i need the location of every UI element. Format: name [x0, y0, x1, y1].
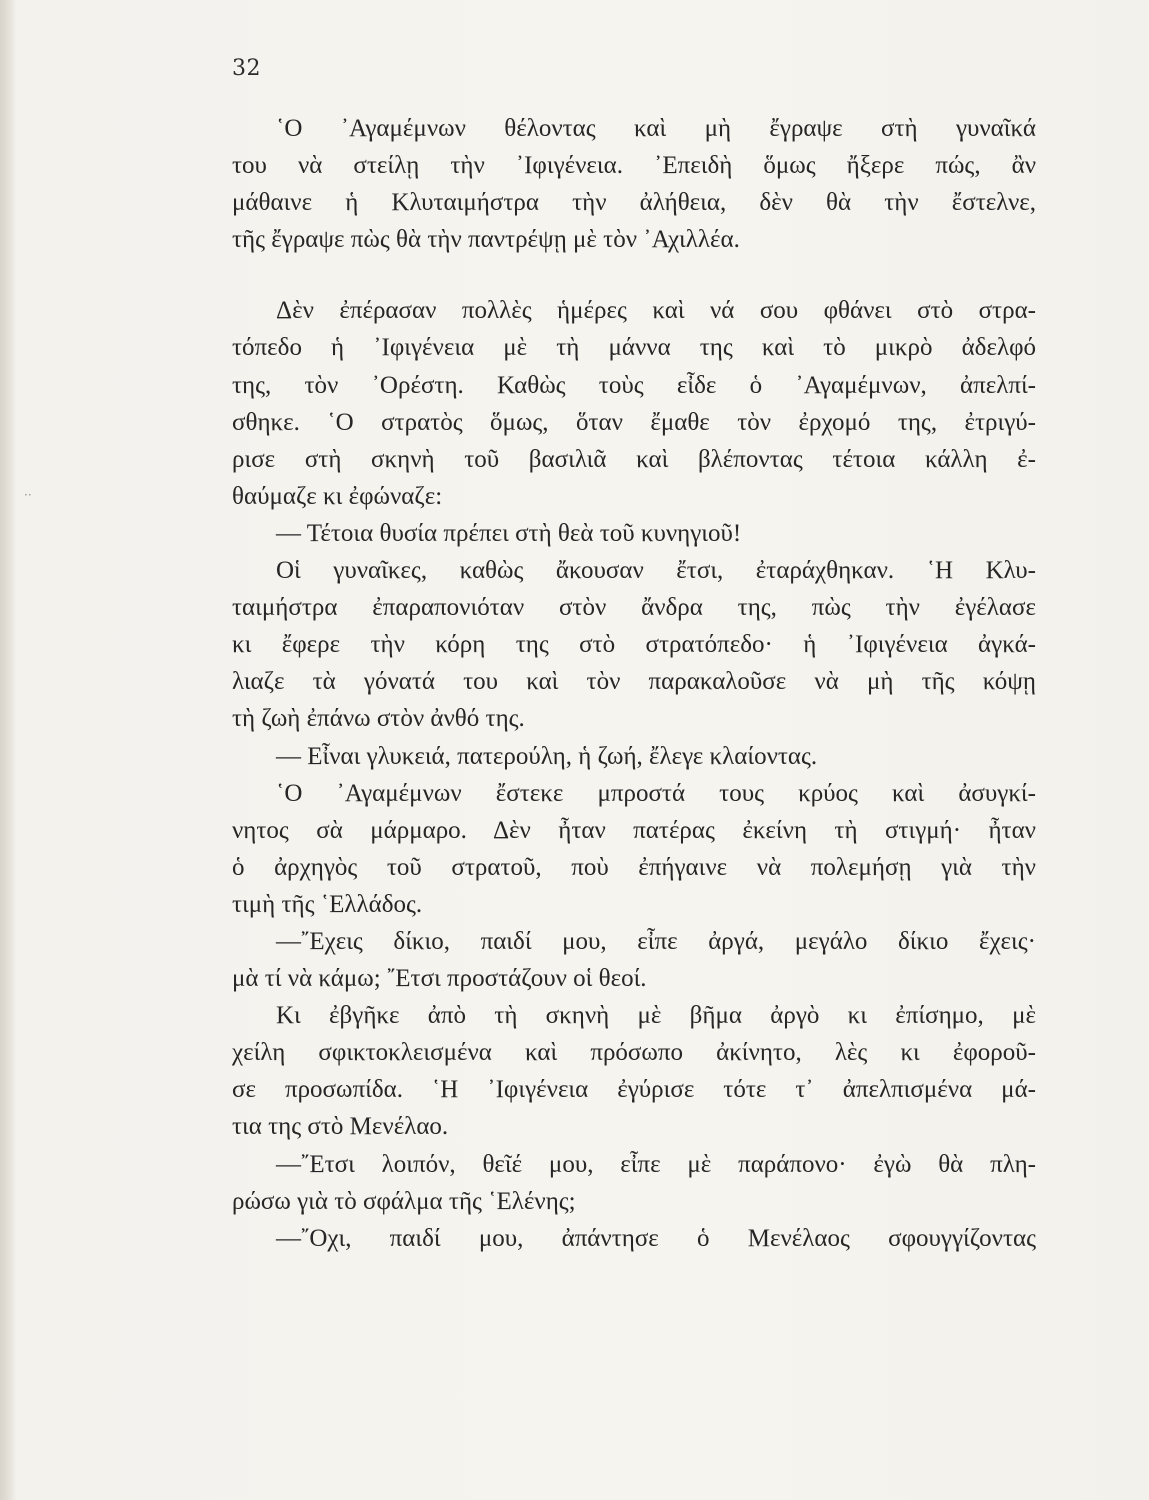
text-line: — Εἶναι γλυκειά, πατερούλη, ἡ ζωή, ἔλεγε κλαίοντας.	[276, 742, 818, 770]
text-line: τιμὴ τῆς ῾Ελλάδος.	[232, 890, 423, 918]
margin-mark: ··	[24, 488, 32, 502]
text-line: τόπεδο ἡ ᾿Ιφιγένεια μὲ τὴ μάννα της καὶ τὸ μικρὸ ἀδελφό	[232, 334, 1036, 362]
text-line: της, τὸν ᾿Ορέστη. Καθὼς τοὺς εἶδε ὁ ᾿Αγαμέμνων, ἀπελπί-	[232, 371, 1036, 399]
text-line: σθηκε. ῾Ο στρατὸς ὅμως, ὅταν ἔμαθε τὸν ἐρχομό της, ἐτριγύ-	[232, 408, 1036, 436]
text-line: χείλη σφικτοκλεισμένα καὶ πρόσωπο ἀκίνητο, λὲς κι ἐφοροῦ-	[232, 1039, 1036, 1067]
text-line: ρισε στὴ σκηνὴ τοῦ βασιλιᾶ καὶ βλέποντας τέτοια κάλλη ἐ-	[232, 445, 1036, 473]
body-text	[232, 110, 1036, 1257]
text-line: —῎Οχι, παιδί μου, ἀπάντησε ὁ Μενέλαος σφουγγίζοντας	[276, 1224, 1036, 1252]
text-line: του νὰ στείλῃ τὴν ᾿Ιφιγένεια. ᾿Επειδὴ ὅμως ἤξερε πώς, ἂν	[232, 152, 1036, 180]
text-line: ὁ ἀρχηγὸς τοῦ στρατοῦ, ποὺ ἐπήγαινε νὰ πολεμήσῃ γιὰ τὴν	[232, 853, 1036, 881]
page-number: 32	[232, 56, 261, 81]
text-line: σε προσωπίδα. ῾Η ᾿Ιφιγένεια ἐγύρισε τότε τ᾿ ἀπελπισμένα μά-	[232, 1076, 1036, 1104]
text-line: κι ἔφερε τὴν κόρη της στὸ στρατόπεδο· ἡ ᾿Ιφιγένεια ἀγκά-	[232, 631, 1036, 659]
text-line: Κι ἐβγῆκε ἀπὸ τὴ σκηνὴ μὲ βῆμα ἀργὸ κι ἐπίσημο, μὲ	[276, 1002, 1036, 1030]
text-line: ῾Ο ᾿Αγαμέμνων θέλοντας καὶ μὴ ἔγραψε στὴ γυναῖκά	[276, 115, 1036, 142]
page-gutter-shadow	[0, 0, 16, 1500]
text-line: τῆς ἔγραψε πὼς θὰ τὴν παντρέψῃ μὲ τὸν ᾿Αχιλλέα.	[232, 226, 740, 254]
text-line: ρώσω γιὰ τὸ σφάλμα τῆς ῾Ελένης;	[232, 1187, 576, 1215]
text-line: μὰ τί νὰ κάμω; ῎Ετσι προστάζουν οἱ θεοί.	[232, 965, 647, 993]
text-line: ῾Ο ᾿Αγαμέμνων ἔστεκε μπροστά τους κρύος καὶ ἀσυγκί-	[276, 779, 1036, 807]
text-line: ταιμήστρα ἐπαραπονιόταν στὸν ἄνδρα της, πὼς τὴν ἐγέλασε	[232, 594, 1036, 622]
text-line: — Τέτοια θυσία πρέπει στὴ θεὰ τοῦ κυνηγιοῦ!	[276, 519, 742, 547]
text-line: —῎Εχεις δίκιο, παιδί μου, εἶπε ἀργά, μεγάλο δίκιο ἔχεις·	[276, 927, 1036, 955]
text-line: —῎Ετσι λοιπόν, θεῖέ μου, εἶπε μὲ παράπονο· ἐγὼ θὰ πλη-	[276, 1150, 1036, 1178]
text-line: Δὲν ἐπέρασαν πολλὲς ἡμέρες καὶ νά σου φθάνει στὸ στρα-	[276, 297, 1036, 325]
text-line: μάθαινε ἡ Κλυταιμήστρα τὴν ἀλήθεια, δὲν θὰ τὴν ἔστελνε,	[232, 189, 1036, 217]
text-line: λιαζε τὰ γόνατά του καὶ τὸν παρακαλοῦσε νὰ μὴ τῆς κόψῃ	[232, 668, 1036, 696]
text-line: τια της στὸ Μενέλαο.	[232, 1113, 449, 1141]
text-line: θαύμαζε κι ἐφώναζε:	[232, 482, 443, 510]
text-line: νητος σὰ μάρμαρο. Δὲν ἦταν πατέρας ἐκείνη τὴ στιγμή· ἦταν	[232, 816, 1036, 844]
paragraph-gap	[232, 258, 1036, 292]
text-line: Οἱ γυναῖκες, καθὼς ἄκουσαν ἔτσι, ἐταράχθηκαν. ῾Η Κλυ-	[276, 557, 1036, 585]
text-line: τὴ ζωὴ ἐπάνω στὸν ἀνθό της.	[232, 705, 525, 733]
